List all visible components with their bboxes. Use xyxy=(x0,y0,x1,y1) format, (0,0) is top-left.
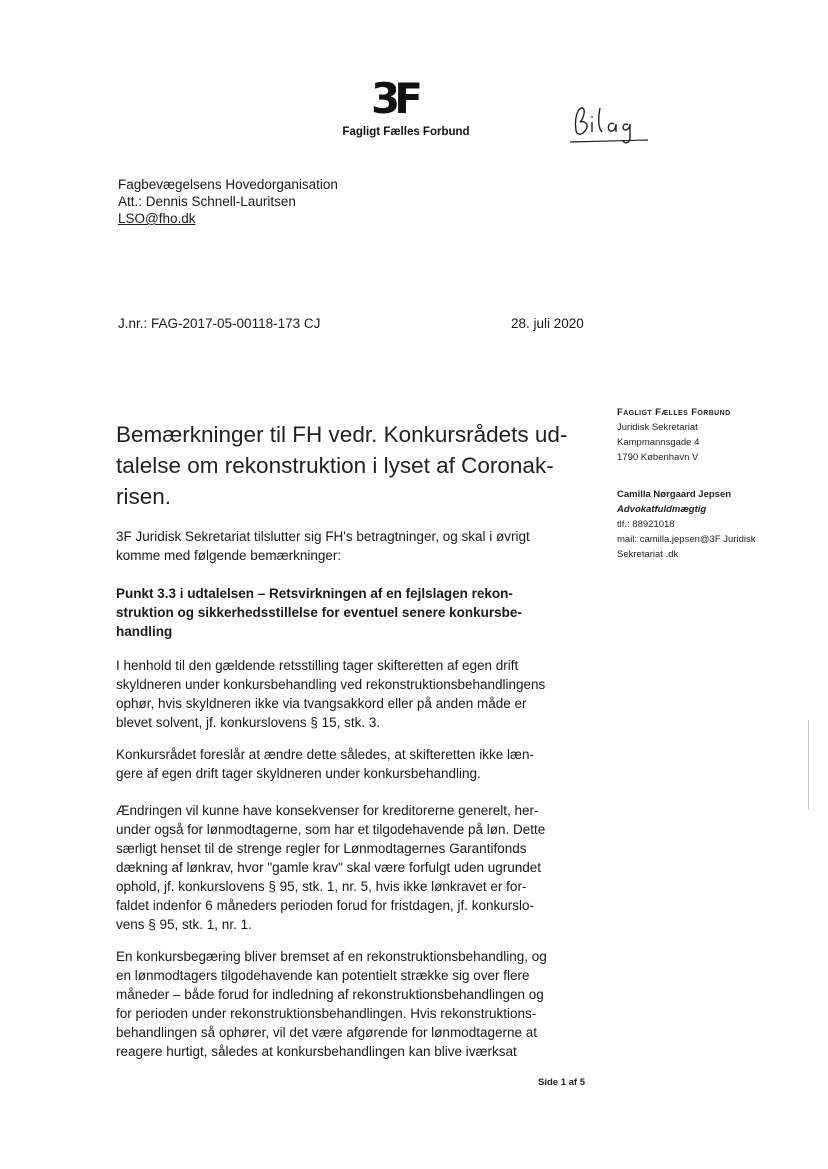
recipient-org: Fagbevægelsens Hovedorganisation xyxy=(118,177,338,192)
text-line: gere af egen drift tager skyldneren under konkursbehandling. xyxy=(116,766,481,781)
sender-street: Kampmannsgade 4 xyxy=(617,437,700,448)
text-line: skyldneren under konkursbehandling ved rekonstruktionsbehandlingens xyxy=(116,677,546,692)
text-line: 3F Juridisk Sekretariat tilslutter sig FH's betragtninger, og skal i øvrigt xyxy=(116,529,530,544)
recipient-block xyxy=(118,176,338,227)
recipient-email[interactable]: LSO@fho.dk xyxy=(118,211,196,226)
text-line: Konkursrådet foreslår at ændre dette således, at skifteretten ikke læn- xyxy=(116,747,534,762)
text-line: blevet solvent, jf. konkurslovens § 15, stk. 3. xyxy=(116,715,381,730)
handwritten-bilag-note xyxy=(568,100,658,160)
text-line: komme med følgende bemærkninger: xyxy=(116,548,342,563)
text-line: måneder – både forud for indledning af rekonstruktionsbehandlingen og xyxy=(116,987,544,1002)
logo-caption: Fagligt Fælles Forbund xyxy=(342,126,470,138)
text-line: handling xyxy=(116,624,173,639)
sender-mail: mail: camilla.jepsen@3F Juridisk xyxy=(617,534,756,545)
text-line: I henhold til den gældende retsstilling tager skifteretten af egen drift xyxy=(116,658,519,673)
text-line: ophør, hvis skyldneren ikke via tvangsakkord eller på anden måde er xyxy=(116,696,527,711)
paragraph-3 xyxy=(116,801,594,934)
text-line: særligt henset til de strenge regler for Lønmodtagernes Garantifonds xyxy=(116,841,527,856)
text-line: faldet indenfor 6 måneders perioden forud for fristdagen, jf. konkurslo- xyxy=(116,898,534,913)
paragraph-4 xyxy=(116,947,594,1061)
sender-phone: tlf.: 88921018 xyxy=(617,519,675,530)
sender-city: 1790 København V xyxy=(617,452,699,463)
paragraph-2 xyxy=(116,745,594,783)
reference-number: J.nr.: FAG-2017-05-00118-173 CJ xyxy=(118,316,321,331)
intro-paragraph xyxy=(116,527,594,565)
sender-dept: Juridisk Sekretariat xyxy=(617,422,698,433)
sender-title: Advokatfuldmægtig xyxy=(617,504,707,515)
text-line: dækning af lønkrav, hvor "gamle krav" skal være forfulgt uden ugrundet xyxy=(116,860,542,875)
letter-date: 28. juli 2020 xyxy=(511,316,584,331)
text-line: struktion og sikkerhedsstillelse for eventuel senere konkursbe- xyxy=(116,605,522,620)
text-line: reagere hurtigt, således at konkursbehandlingen kan blive iværksat xyxy=(116,1044,517,1059)
text-line: En konkursbegæring bliver bremset af en rekonstruktionsbehandling, og xyxy=(116,949,547,964)
text-line: Punkt 3.3 i udtalelsen – Retsvirkningen af en fejlslagen rekon- xyxy=(116,586,513,601)
text-line: Ændringen vil kunne have konsekvenser for kreditorerne generelt, her- xyxy=(116,803,539,818)
text-line: under også for lønmodtagerne, som har et tilgodehavende på løn. Dette xyxy=(116,822,546,837)
heading-line: risen. xyxy=(116,484,172,509)
paragraph-1 xyxy=(116,656,594,732)
sender-org: Fagligt Fælles Forbund xyxy=(617,407,731,418)
text-line: vens § 95, stk. 1, nr. 1. xyxy=(116,917,252,932)
sender-name: Camilla Nørgaard Jepsen xyxy=(617,489,732,500)
document-heading xyxy=(116,419,596,512)
scan-artifact-line xyxy=(808,720,809,810)
text-line: behandlingen så ophører, vil det være afgørende for lønmodtagerne at xyxy=(116,1025,537,1040)
sender-sidebar xyxy=(617,405,822,562)
section-subheading xyxy=(116,584,594,641)
text-line: for perioden under rekonstruktionsbehandlingen. Hvis rekonstruktions- xyxy=(116,1006,537,1021)
sender-mail-cont: Sekretariat .dk xyxy=(617,549,679,560)
heading-line: Bemærkninger til FH vedr. Konkursrådets ud- xyxy=(116,422,568,447)
heading-line: talelse om rekonstruktion i lyset af Coronak- xyxy=(116,453,554,478)
text-line: en lønmodtagers tilgodehavende kan potentielt strække sig over flere xyxy=(116,968,530,983)
recipient-att: Att.: Dennis Schnell-Lauritsen xyxy=(118,194,296,209)
3f-logo: 3F xyxy=(371,74,417,123)
page-number: Side 1 af 5 xyxy=(538,1077,585,1088)
text-line: ophold, jf. konkurslovens § 95, stk. 1, nr. 5, hvis ikke lønkravet er for- xyxy=(116,879,527,894)
